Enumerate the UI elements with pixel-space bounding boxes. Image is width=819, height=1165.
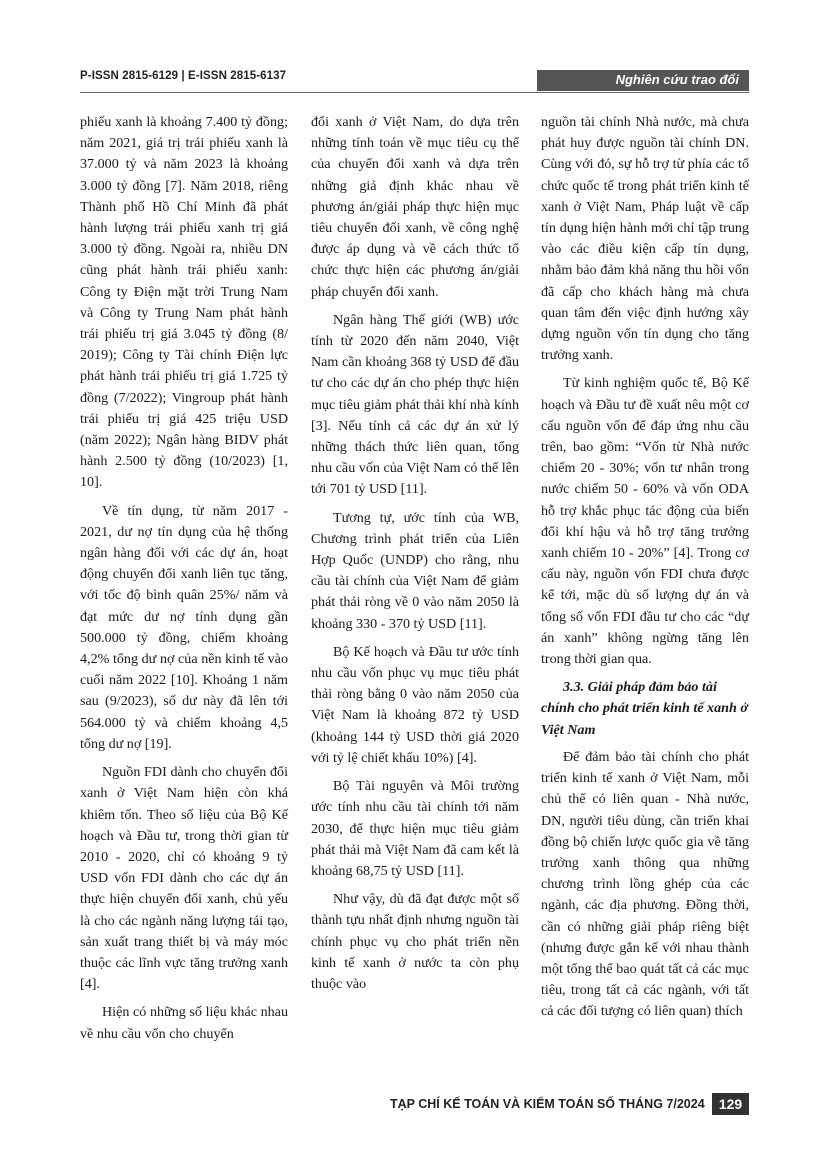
paragraph: Bộ Kế hoạch và Đầu tư ước tính nhu cầu vốn phục vụ mục tiêu phát thải ròng bằng 0 vào năm 2050 của Việt Nam là khoảng 872 tỷ USD (khoảng 144 tỷ USD thời giá 2020 với tỷ lệ chiết khấu 10%) [4]. [311,643,519,766]
paragraph: phiếu xanh là khoảng 7.400 tỷ đồng; năm 2021, giá trị trái phiếu xanh là 37.000 tỷ và năm 2023 là khoảng 3.000 tỷ đồng [7]. Năm 2018, riêng Thành phố Hồ Chí Minh đã phát hành lượng trái phiếu xanh trị giá 3.000 tỷ đồng. Ngoài ra, nhiều DN cũng phát hành trái phiếu xanh: Công ty Điện mặt trời Trung Nam và Công ty Trung Nam phát hành trái phiếu trị giá 3.045 tỷ đồng (8/ 2019); Công ty Tài chính Điện lực phát hành trái phiếu trị giá 1.725 tỷ đồng (7/2022); Vingroup phát hành trái phiếu trị giá 425 triệu USD (năm 2022); Ngân hàng BIDV phát hành 2.500 tỷ đồng (10/2023) [1, 10]. [80,114,288,491]
paragraph: Ngân hàng Thế giới (WB) ước tính từ 2020 đến năm 2040, Việt Nam cần khoảng 368 tỷ USD để đầu tư cho các dự án cho phép thực hiện mục tiêu giảm phát thải khí nhà kính [3]. Nếu tính cả các dự án xử lý những thách thức liên quan, tổng nhu cầu vốn của Việt Nam có thể lên tới 701 tỷ USD [11]. [311,311,519,498]
paragraph: Về tín dụng, từ năm 2017 - 2021, dư nợ tín dụng của hệ thống ngân hàng đối với các dự án, hoạt động chuyển đổi xanh liên tục tăng, với tốc độ bình quân 25%/ năm và đạt mức dư nợ tính dụng gần 500.000 tỷ đồng, chiếm khoảng 4,2% tổng dư nợ của nền kinh tế vào cuối năm 2022 [10]. Khoảng 1 năm sau (9/2023), số dư này đã lên tới 564.000 tỷ và chiếm khoảng 4,5 tổng dư nợ [19]. [80,502,288,752]
article-column-3 [541,112,749,1030]
paragraph: Bộ Tài nguyên và Môi trường ước tính nhu cầu tài chính tới năm 2030, để thực hiện mục tiêu giảm phát thải mà Việt Nam đã cam kết là khoảng 68,75 tỷ USD [11]. [311,778,519,879]
article-column-1 [80,112,288,1052]
journal-footer: TẠP CHÍ KẾ TOÁN VÀ KIỂM TOÁN SỐ THÁNG 7/2024 [390,1097,705,1111]
paragraph: Để đảm bảo tài chính cho phát triển kinh tế xanh ở Việt Nam, mỗi chủ thể có liên quan - Nhà nước, DN, người tiêu dùng, cần triển khai đồng bộ chiến lược quốc gia về tăng trưởng xanh thông qua những chương trình lồng ghép của các ngành, các địa phương. Đồng thời, cần có những giải pháp riêng biệt (nhưng được gắn kế với nhau thành một tổng thể bao quát tất cả các mục tiêu, trong tất cả các ngành, với tất cả các đối tượng có liên quan) thích [541,748,749,1020]
article-column-2 [311,112,519,1002]
paragraph: Hiện có những số liệu khác nhau về nhu cầu vốn cho chuyển [80,1004,288,1042]
paragraph: đổi xanh ở Việt Nam, do dựa trên những tính toán về mục tiêu cụ thể của chuyển đổi xanh và dựa trên những giả định khác nhau về phương án/giải pháp thực hiện mục tiêu chuyển đổi xanh, về công nghệ được áp dụng và về cách thức tổ chức thực hiện các phương án/giải pháp chuyển đổi xanh. [311,114,519,300]
page-number: 129 [712,1093,749,1115]
paragraph: Từ kinh nghiệm quốc tế, Bộ Kế hoạch và Đầu tư đề xuất nêu một cơ cấu nguồn vốn để đáp ứng nhu cầu trên, bao gồm: “Vốn từ Nhà nước chiếm 20 - 30%; vốn tư nhân trong nước chiếm 50 - 60% và vốn ODA hỗ trợ khắc phục tác động của biến đổi khí hậu và hỗ trợ tăng trưởng xanh chiếm 10 - 20%” [4]. Trong cơ cấu này, nguồn vốn FDI chưa được kể tới, mặc dù số lượng dự án và tổng số vốn FDI đầu tư cho các “dự án xanh” không ngừng tăng lên trong thời gian qua. [541,375,749,668]
section-banner: Nghiên cứu trao đổi [537,70,749,91]
paragraph: nguồn tài chính Nhà nước, mà chưa phát huy được nguồn tài chính DN. Cùng với đó, sự hỗ trợ từ phía các tổ chức quốc tế trong phát triển kinh tế xanh ở Việt Nam, Pháp luật về cấp tín dụng hiện hành mới chỉ tập trung vào các điều kiện cấp tín dụng, nhằm bảo đảm khả năng thu hồi vốn đã cấp cho khách hàng mà chưa quan tâm đến việc định hướng xây dựng nguồn vốn tín dụng cho tăng trưởng xanh. [541,114,749,364]
paragraph: Tương tự, ước tính của WB, Chương trình phát triển của Liên Hợp Quốc (UNDP) cho rằng, nhu cầu tài chính của Việt Nam để giảm phát thải ròng về 0 vào năm 2050 là khoảng 330 - 370 tỷ USD [11]. [311,509,519,632]
paragraph: Nguồn FDI dành cho chuyển đổi xanh ở Việt Nam hiện còn khá khiêm tốn. Theo số liệu của Bộ Kế hoạch và Đầu tư, trong thời gian từ 2010 - 2020, chỉ có khoảng 9 tỷ USD vốn FDI dành cho các dự án thực hiện chuyển đổi xanh, chủ yếu là cho các ngành năng lượng tái tạo, sản xuất trang thiết bị và máy móc thuộc các lĩnh vực tăng trưởng xanh [4]. [80,764,288,993]
header-divider [80,92,749,93]
issn-line: P-ISSN 2815-6129 | E-ISSN 2815-6137 [80,70,287,82]
paragraph: Như vậy, dù đã đạt được một số thành tựu nhất định nhưng nguồn tài chính phục vụ cho phát triển nền kinh tế xanh ở nước ta còn phụ thuộc vào [311,891,519,992]
section-heading: 3.3. Giải pháp đảm bảo tài chính cho phát triển kinh tế xanh ở Việt Nam [541,679,748,738]
